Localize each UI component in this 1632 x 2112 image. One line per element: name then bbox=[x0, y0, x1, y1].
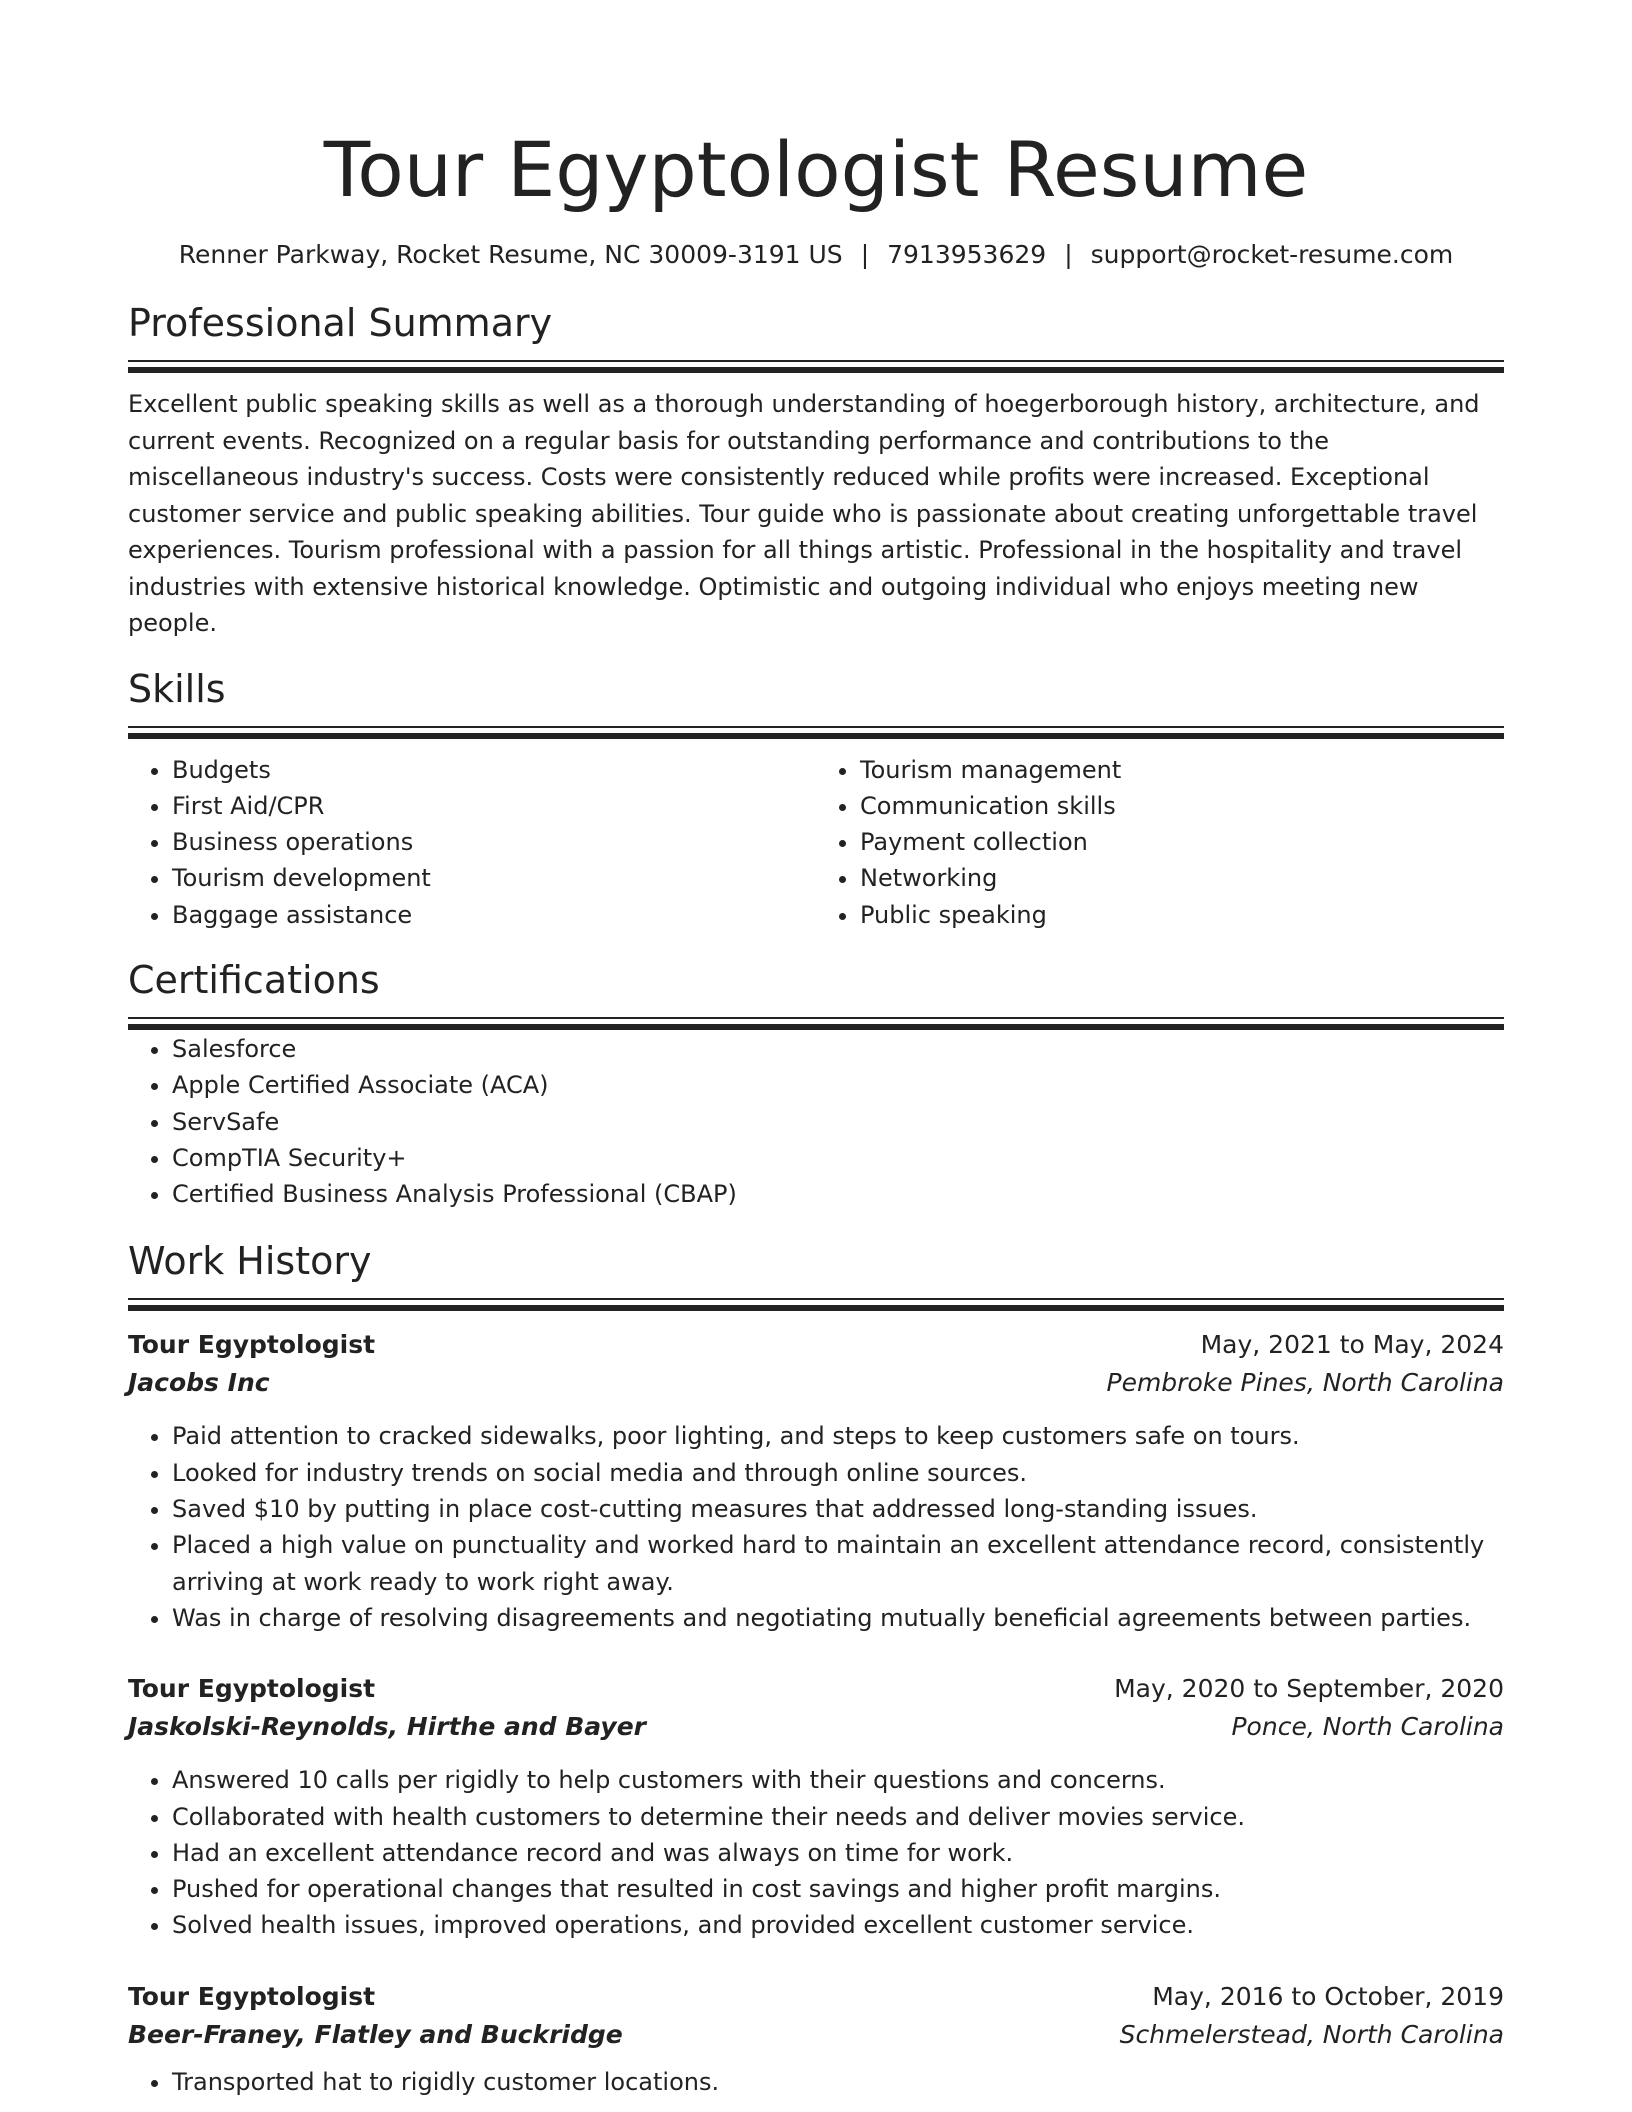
skills-grid bbox=[128, 752, 1504, 933]
job-duty: • Answered 10 calls per rigidly to help customers with their questions and concerns. bbox=[172, 1762, 1504, 1798]
skill-item: • Communication skills bbox=[860, 788, 1504, 824]
skill-item: • Payment collection bbox=[860, 824, 1504, 860]
summary-section bbox=[128, 298, 1504, 642]
job-company: Jaskolski-Reynolds, Hirthe and Bayer bbox=[128, 1712, 646, 1742]
job-duty: • Collaborated with health customers to determine their needs and deliver movies service. bbox=[172, 1799, 1504, 1835]
job-duty: • Paid attention to cracked sidewalks, poor lighting, and steps to keep customers safe on tours. bbox=[172, 1418, 1504, 1454]
skill-item: • Tourism management bbox=[860, 752, 1504, 788]
contact-address: Renner Parkway, Rocket Resume, NC 30009-3191 US bbox=[178, 240, 843, 269]
skills-list-left bbox=[128, 752, 816, 933]
certification-item: • Apple Certified Associate (ACA) bbox=[172, 1067, 1504, 1103]
section-heading-work-history: Work History bbox=[128, 1239, 372, 1284]
job-duty: • Was in charge of resolving disagreements and negotiating mutually beneficial agreements between parties. bbox=[172, 1600, 1504, 1636]
certifications-section bbox=[128, 955, 1504, 1212]
section-divider bbox=[128, 360, 1504, 374]
job-title: Tour Egyptologist bbox=[128, 1674, 376, 1704]
certification-item: • CompTIA Security+ bbox=[172, 1140, 1504, 1176]
job-location: Ponce, North Carolina bbox=[1231, 1712, 1504, 1742]
job-duty: • Saved $10 by putting in place cost-cutting measures that addressed long-standing issues. bbox=[172, 1491, 1504, 1527]
job-duty: • Looked for industry trends on social media and through online sources. bbox=[172, 1455, 1504, 1491]
job-company: Beer-Franey, Flatley and Buckridge bbox=[128, 2019, 623, 2049]
job-duty: • Placed a high value on punctuality and worked hard to maintain an excellent attendance record, consistently arriving at work ready to work right away. bbox=[172, 1527, 1504, 1600]
contact-separator: | bbox=[860, 240, 870, 269]
job-company: Jacobs Inc bbox=[128, 1368, 270, 1398]
section-divider bbox=[128, 726, 1504, 740]
contact-line bbox=[128, 238, 1504, 272]
job-duties-list bbox=[128, 1418, 1504, 1636]
job-title: Tour Egyptologist bbox=[128, 1330, 376, 1360]
job-dates: May, 2020 to September, 2020 bbox=[1114, 1674, 1504, 1704]
job-duties-list bbox=[128, 2064, 1504, 2100]
skills-list-right bbox=[816, 752, 1504, 933]
skill-item: • First Aid/CPR bbox=[172, 788, 816, 824]
job-location: Schmelerstead, North Carolina bbox=[1119, 2019, 1504, 2049]
resume-title: Tour Egyptologist Resume bbox=[323, 125, 1309, 214]
skill-item: • Business operations bbox=[172, 824, 816, 860]
job-duty: • Transported hat to rigidly customer locations. bbox=[172, 2064, 1504, 2100]
job-header-row bbox=[128, 1670, 1504, 1708]
job-duty: • Had an excellent attendance record and was always on time for work. bbox=[172, 1835, 1504, 1871]
job-header-row bbox=[128, 1978, 1504, 2016]
section-divider bbox=[128, 1017, 1504, 1031]
skill-item: • Budgets bbox=[172, 752, 816, 788]
job-entry bbox=[128, 1670, 1504, 1943]
skill-item: • Networking bbox=[860, 860, 1504, 896]
job-duty: • Pushed for operational changes that resulted in cost savings and higher profit margins. bbox=[172, 1871, 1504, 1907]
certification-item: • Certified Business Analysis Professional (CBAP) bbox=[172, 1176, 1504, 1212]
job-header-row bbox=[128, 1326, 1504, 1364]
section-heading-certifications: Certifications bbox=[128, 957, 380, 1002]
summary-text: Excellent public speaking skills as well as a thorough understanding of hoegerborough history, architecture, and current events. Recognized on a regular basis for outstanding performance and contributions to the miscellaneous industry's success. Costs were consistently reduced while profits were increased. Exceptional customer service and public speaking abilities. Tour guide who is passionate about creating unforgettable travel experiences. Tourism professional with a passion for all things artistic. Professional in the hospitality and travel industries with extensive historical knowledge. Optimistic and outgoing individual who enjoys meeting new people. bbox=[128, 390, 1480, 637]
job-company-row bbox=[128, 1708, 1504, 1746]
contact-email[interactable]: support@rocket-resume.com bbox=[1090, 240, 1454, 269]
job-duty: • Solved health issues, improved operations, and provided excellent customer service. bbox=[172, 1907, 1504, 1943]
section-heading-skills: Skills bbox=[128, 666, 226, 711]
resume-page bbox=[128, 0, 1504, 2100]
job-location: Pembroke Pines, North Carolina bbox=[1106, 1368, 1504, 1398]
skills-section bbox=[128, 664, 1504, 933]
skill-item: • Public speaking bbox=[860, 897, 1504, 933]
work-history-section bbox=[128, 1236, 1504, 2100]
job-company-row bbox=[128, 2016, 1504, 2054]
section-divider bbox=[128, 1298, 1504, 1312]
skill-item: • Tourism development bbox=[172, 860, 816, 896]
job-entry bbox=[128, 1978, 1504, 2100]
job-title: Tour Egyptologist bbox=[128, 1981, 376, 2011]
skill-item: • Baggage assistance bbox=[172, 897, 816, 933]
job-dates: May, 2016 to October, 2019 bbox=[1152, 1981, 1504, 2011]
contact-separator: | bbox=[1064, 240, 1073, 269]
job-entry bbox=[128, 1326, 1504, 1636]
job-company-row bbox=[128, 1364, 1504, 1402]
section-heading-summary: Professional Summary bbox=[128, 301, 553, 345]
job-dates: May, 2021 to May, 2024 bbox=[1200, 1330, 1504, 1360]
certification-item: • Salesforce bbox=[172, 1031, 1504, 1067]
certification-item: • ServSafe bbox=[172, 1104, 1504, 1140]
contact-phone[interactable]: 7913953629 bbox=[887, 240, 1047, 269]
job-duties-list bbox=[128, 1762, 1504, 1943]
certifications-list bbox=[128, 1031, 1504, 1212]
